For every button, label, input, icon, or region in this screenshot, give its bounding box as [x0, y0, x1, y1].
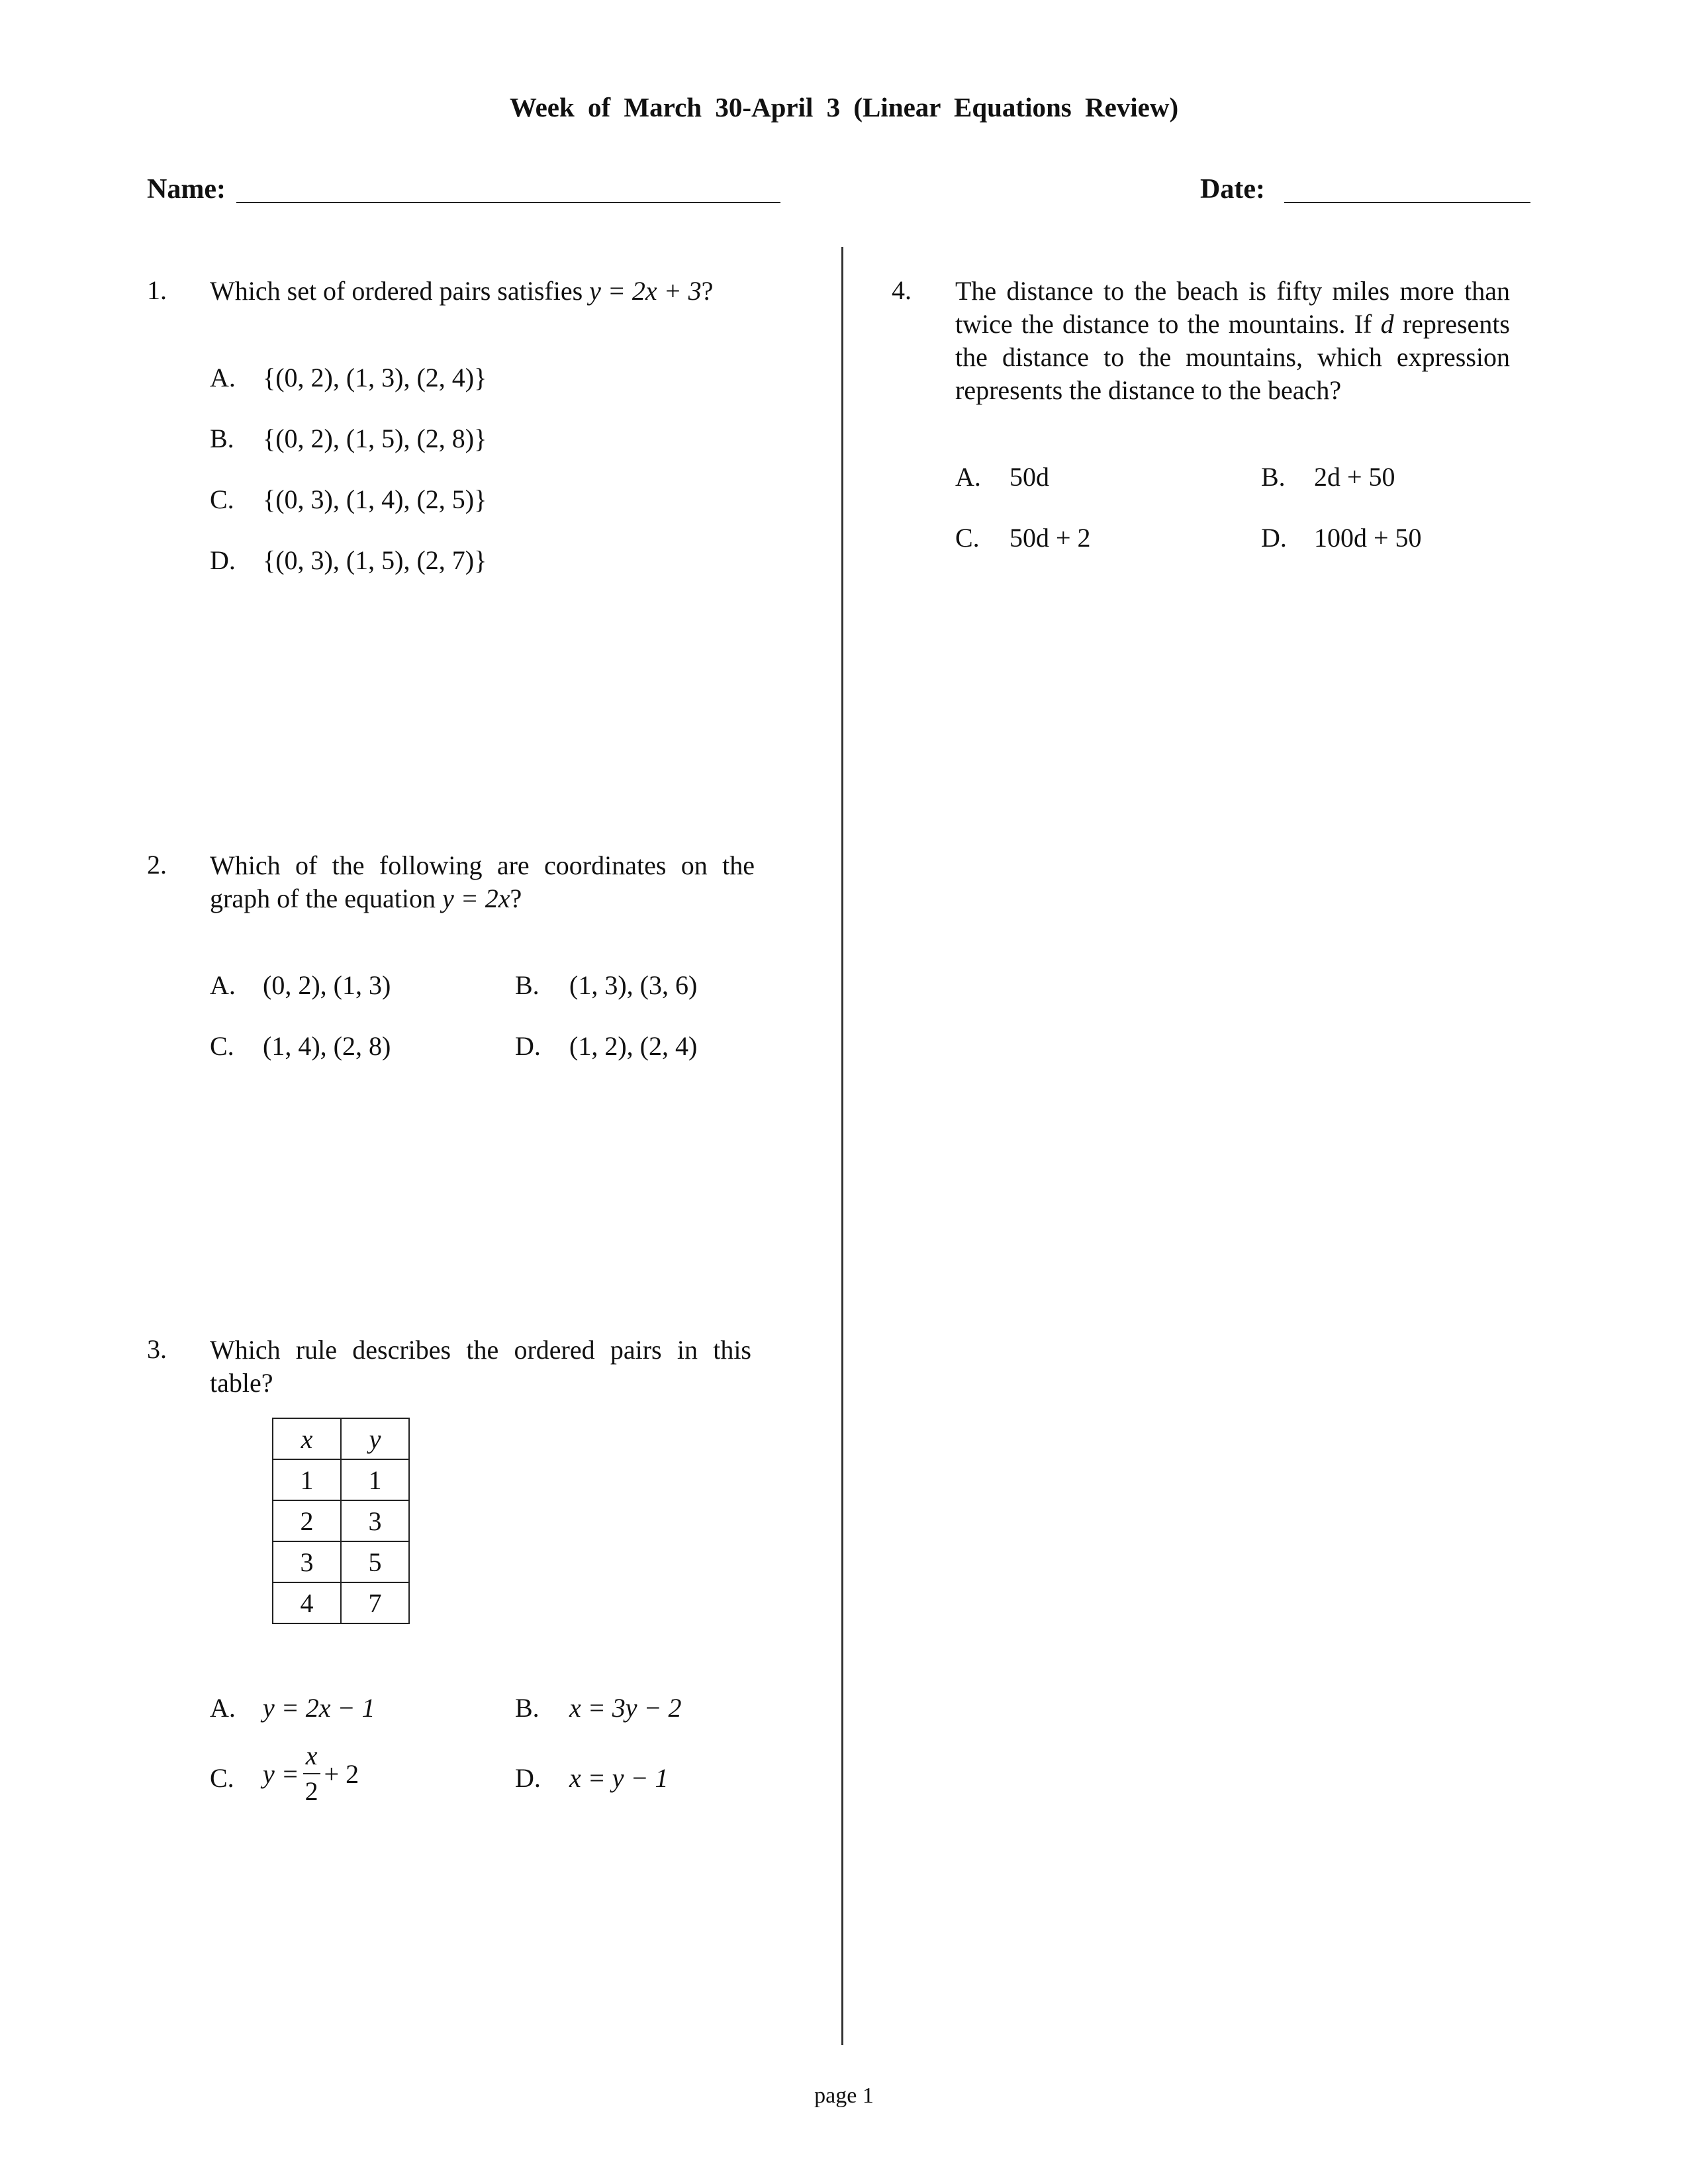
- date-label: Date:: [1200, 174, 1265, 205]
- question-text-part: ?: [510, 884, 522, 913]
- question-text-part: Which of the following are coordinates on the graph of the equation: [210, 850, 755, 913]
- date-field[interactable]: [1284, 202, 1530, 203]
- choice-b[interactable]: x = 3y − 2: [569, 1693, 682, 1723]
- question-text: [210, 275, 792, 308]
- table-header-row: [273, 1418, 409, 1459]
- choice-d[interactable]: (1, 2), (2, 4): [569, 1031, 698, 1061]
- question-text: Which rule describes the ordered pairs in this table?: [210, 1335, 751, 1398]
- question-number: 1.: [147, 275, 167, 305]
- choice-b[interactable]: 2d + 50: [1314, 462, 1395, 492]
- choice-c[interactable]: {(0, 3), (1, 4), (2, 5)}: [263, 484, 487, 514]
- table-cell: 1: [273, 1459, 341, 1500]
- choice-d[interactable]: 100d + 50: [1314, 523, 1422, 553]
- question-text: [955, 275, 1510, 407]
- page-title: Week of March 30-April 3 (Linear Equations Review): [509, 92, 1179, 122]
- choice-letter: A.: [210, 970, 236, 1000]
- choice-letter: C.: [210, 484, 234, 514]
- name-field[interactable]: [236, 202, 780, 203]
- choice-c-rhs: + 2: [324, 1758, 359, 1789]
- choice-letter: A.: [210, 363, 236, 392]
- question-text-part: ?: [701, 276, 714, 306]
- choice-letter: B.: [1261, 462, 1286, 492]
- choice-letter: C.: [210, 1763, 234, 1793]
- question-math: y = 2x: [442, 884, 510, 913]
- question-math: y = 2x + 3: [589, 276, 702, 306]
- choice-letter: B.: [210, 424, 234, 453]
- table-cell: 1: [341, 1459, 409, 1500]
- table-cell: 5: [341, 1541, 409, 1582]
- page-number: page 1: [814, 2083, 874, 2108]
- choice-a[interactable]: y = 2x − 1: [263, 1693, 375, 1723]
- choice-letter: A.: [210, 1693, 236, 1723]
- choice-b[interactable]: {(0, 2), (1, 5), (2, 8)}: [263, 424, 487, 453]
- table-cell: 2: [273, 1500, 341, 1541]
- fraction: [303, 1743, 320, 1805]
- choice-a[interactable]: {(0, 2), (1, 3), (2, 4)}: [263, 363, 487, 392]
- question-text-part: The distance to the beach is fifty miles more than twice the distance to the mountains. If: [955, 276, 1510, 339]
- fraction-numerator: x: [303, 1743, 320, 1774]
- choice-letter: D.: [210, 545, 236, 575]
- column-divider: [841, 247, 843, 2045]
- choice-a[interactable]: 50d: [1009, 462, 1049, 492]
- choice-d[interactable]: x = y − 1: [569, 1763, 669, 1793]
- choice-letter: B.: [515, 970, 539, 1000]
- table-cell: 7: [341, 1582, 409, 1623]
- question-math: d: [1380, 309, 1394, 339]
- question-number: 4.: [892, 275, 912, 305]
- choice-letter: A.: [955, 462, 981, 492]
- xy-table: [272, 1418, 410, 1624]
- choice-letter: D.: [515, 1763, 541, 1793]
- choice-a[interactable]: (0, 2), (1, 3): [263, 970, 391, 1000]
- table-cell: 3: [341, 1500, 409, 1541]
- choice-c[interactable]: (1, 4), (2, 8): [263, 1031, 391, 1061]
- question-text: [210, 849, 755, 915]
- table-cell: 4: [273, 1582, 341, 1623]
- question-text-part: Which set of ordered pairs satisfies: [210, 276, 590, 306]
- choice-c[interactable]: [263, 1741, 359, 1807]
- fraction-denominator: 2: [305, 1776, 318, 1806]
- table-row: [273, 1500, 409, 1541]
- question-number: 2.: [147, 850, 167, 880]
- table-row: [273, 1582, 409, 1623]
- table-row: [273, 1459, 409, 1500]
- question-text-part: represents the distance to the mountains, which expression represents the distance to the beach?: [955, 309, 1510, 405]
- choice-letter: C.: [210, 1031, 234, 1061]
- choice-letter: D.: [515, 1031, 541, 1061]
- name-label: Name:: [147, 174, 226, 205]
- choice-letter: B.: [515, 1693, 539, 1723]
- table-cell: 3: [273, 1541, 341, 1582]
- choice-c-lhs: y =: [263, 1758, 299, 1789]
- choice-c[interactable]: 50d + 2: [1009, 523, 1091, 553]
- question-number: 3.: [147, 1334, 167, 1364]
- choice-d[interactable]: {(0, 3), (1, 5), (2, 7)}: [263, 545, 487, 575]
- choice-b[interactable]: (1, 3), (3, 6): [569, 970, 698, 1000]
- table-header-y: y: [341, 1418, 409, 1459]
- choice-letter: D.: [1261, 523, 1287, 553]
- choice-letter: C.: [955, 523, 980, 553]
- table-header-x: x: [273, 1418, 341, 1459]
- table-row: [273, 1541, 409, 1582]
